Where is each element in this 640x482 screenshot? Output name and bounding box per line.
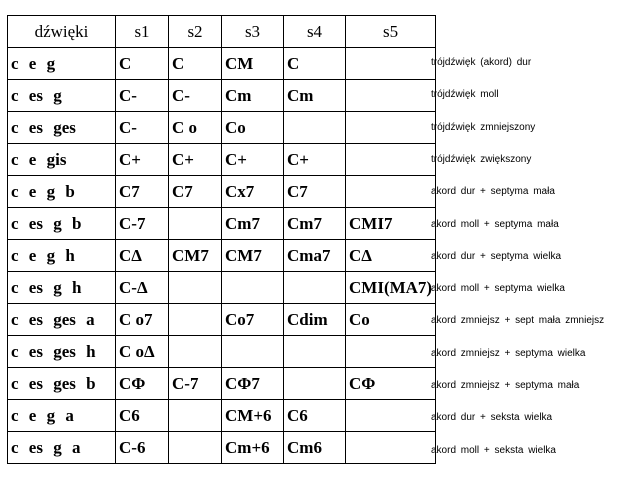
row-s4: Cma7 [284, 240, 346, 272]
row-s5 [346, 144, 436, 176]
row-s3: Cm [222, 80, 284, 112]
header-s1: s1 [116, 16, 169, 48]
table-row [8, 208, 436, 240]
row-s3: CΦ7 [222, 368, 284, 400]
row-s4 [284, 272, 346, 304]
row-notes: c e g h [8, 240, 116, 272]
row-s3: Co7 [222, 304, 284, 336]
row-s2 [169, 400, 222, 432]
row-s2 [169, 432, 222, 464]
row-notes: c es ges b [8, 368, 116, 400]
row-s1: C [116, 48, 169, 80]
row-s5 [346, 400, 436, 432]
row-s1: C-7 [116, 208, 169, 240]
row-s3 [222, 336, 284, 368]
row-s1: C6 [116, 400, 169, 432]
row-s5 [346, 80, 436, 112]
row-s1: C-6 [116, 432, 169, 464]
row-description: akord moll + septyma mała [431, 218, 559, 230]
row-s2 [169, 304, 222, 336]
row-description: akord zmniejsz + sept mała zmniejsz [431, 315, 605, 327]
row-s1: C-Δ [116, 272, 169, 304]
row-s2 [169, 208, 222, 240]
table-row [8, 112, 436, 144]
row-s4: C [284, 48, 346, 80]
row-description: akord zmniejsz + septyma mała [431, 380, 580, 391]
row-s5: CΦ [346, 368, 436, 400]
row-s2: C7 [169, 176, 222, 208]
header-s5: s5 [346, 16, 436, 48]
row-s5 [346, 48, 436, 80]
row-s1: C+ [116, 144, 169, 176]
row-description: akord dur + seksta wielka [431, 412, 553, 424]
row-s2 [169, 272, 222, 304]
row-description: trójdźwięk zmniejszony [431, 121, 536, 133]
row-s1: CΔ [116, 240, 169, 272]
table-row [8, 240, 436, 272]
row-s2 [169, 336, 222, 368]
row-s3: C+ [222, 144, 284, 176]
row-s4: C+ [284, 144, 346, 176]
table-row [8, 80, 436, 112]
row-description: trójdźwięk (akord) dur [431, 57, 532, 68]
table-row [8, 336, 436, 368]
header-s4: s4 [284, 16, 346, 48]
row-s1: C7 [116, 176, 169, 208]
table-row [8, 304, 436, 336]
row-notes: c es g b [8, 208, 116, 240]
row-description: akord zmniejsz + septyma wielka [431, 347, 586, 359]
row-description: akord dur + septyma wielka [431, 250, 562, 262]
row-notes: c e gis [8, 144, 116, 176]
row-s3: Co [222, 112, 284, 144]
header-row [8, 16, 436, 48]
row-s3: CM7 [222, 240, 284, 272]
row-notes: c es g h [8, 272, 116, 304]
row-s4: Cdim [284, 304, 346, 336]
row-s4: C7 [284, 176, 346, 208]
row-s3 [222, 272, 284, 304]
row-s5 [346, 336, 436, 368]
header-s2: s2 [169, 16, 222, 48]
table-row [8, 144, 436, 176]
row-s1: C- [116, 112, 169, 144]
row-s4: Cm [284, 80, 346, 112]
row-description: akord moll + seksta wielka [431, 444, 556, 456]
row-s4 [284, 368, 346, 400]
row-s3: Cm+6 [222, 432, 284, 464]
row-s1: C o7 [116, 304, 169, 336]
row-s5: Co [346, 304, 436, 336]
row-s1: CΦ [116, 368, 169, 400]
header-s3: s3 [222, 16, 284, 48]
row-description: trójdźwięk moll [431, 89, 499, 101]
row-notes: c es ges a [8, 304, 116, 336]
row-s4 [284, 112, 346, 144]
row-s3: CM+6 [222, 400, 284, 432]
table-row [8, 400, 436, 432]
row-s5: CMI7 [346, 208, 436, 240]
row-s5 [346, 176, 436, 208]
row-s5: CΔ [346, 240, 436, 272]
row-description: akord dur + septyma mała [431, 186, 555, 198]
header-notes: dźwięki [8, 16, 116, 48]
row-description: akord moll + septyma wielka [431, 283, 565, 295]
row-s1: C- [116, 80, 169, 112]
chord-symbol-table [7, 15, 436, 464]
row-notes: c es g a [8, 432, 116, 464]
row-description: trójdźwięk zwiększony [431, 153, 532, 165]
table-row [8, 368, 436, 400]
row-s2: C- [169, 80, 222, 112]
row-s4: Cm7 [284, 208, 346, 240]
row-notes: c es g [8, 80, 116, 112]
table-row [8, 432, 436, 464]
row-notes: c e g a [8, 400, 116, 432]
row-s3: Cx7 [222, 176, 284, 208]
row-s2: C o [169, 112, 222, 144]
table-row [8, 176, 436, 208]
row-s2: C-7 [169, 368, 222, 400]
row-s5 [346, 432, 436, 464]
table-row [8, 48, 436, 80]
row-s4: C6 [284, 400, 346, 432]
table-row [8, 272, 436, 304]
row-s5: CMI(MA7) [346, 272, 436, 304]
row-notes: c e g b [8, 176, 116, 208]
row-s3: Cm7 [222, 208, 284, 240]
row-s2: CM7 [169, 240, 222, 272]
row-s2: C [169, 48, 222, 80]
row-s4 [284, 336, 346, 368]
row-notes: c es ges h [8, 336, 116, 368]
row-notes: c e g [8, 48, 116, 80]
row-s3: CM [222, 48, 284, 80]
row-s4: Cm6 [284, 432, 346, 464]
row-s2: C+ [169, 144, 222, 176]
row-notes: c es ges [8, 112, 116, 144]
row-s5 [346, 112, 436, 144]
row-s1: C oΔ [116, 336, 169, 368]
